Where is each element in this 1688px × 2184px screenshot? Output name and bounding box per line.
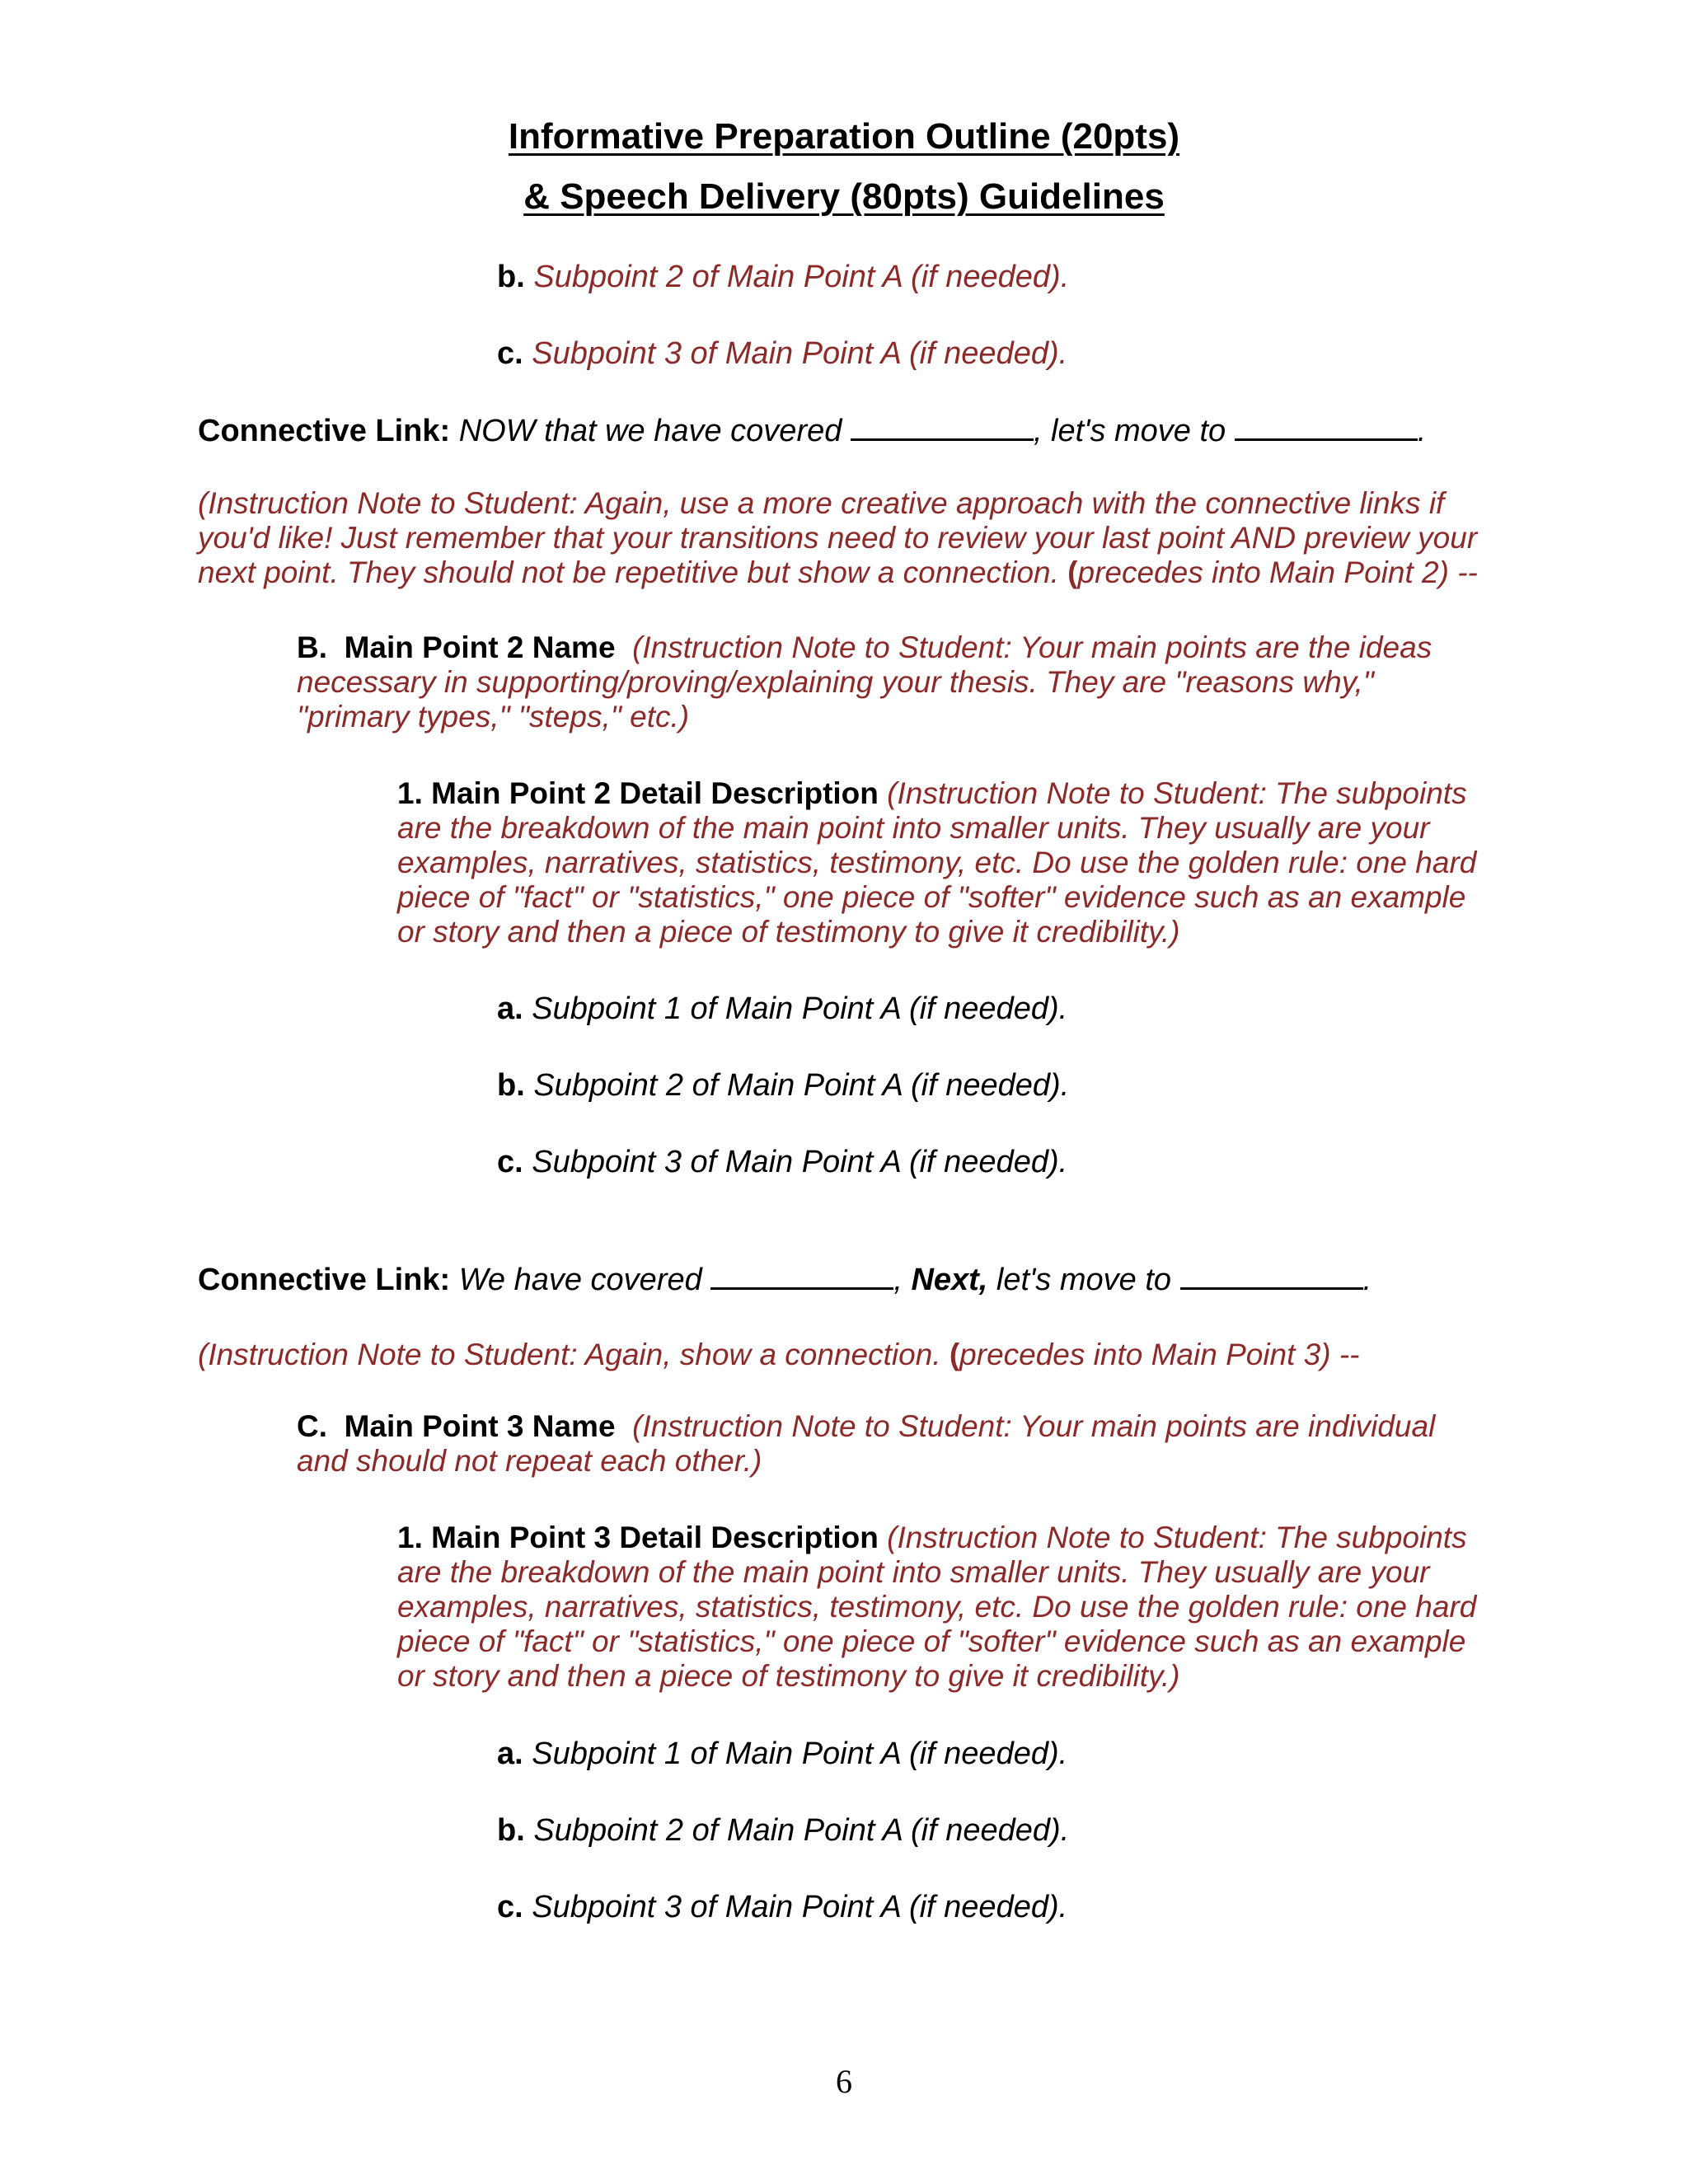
detail-note: (Instruction Note to Student: The subpoints are the breakdown of the main point into smaller units. They usually are your examples, narratives, statistics, testimony, etc. Do use the golden rule: one hard piece of "fact" or "statistics," one piece of "softer" evidence such as an example or story and then a piece of testimony to give it credibility.) [397,776,1477,949]
connective-link-comma: , [893,1263,903,1297]
main-point-letter: B. [297,630,327,664]
instruction-note-tail: precedes into Main Point 3) -- [959,1338,1360,1371]
detail-description-3 [397,1521,1477,1694]
main-point-note: (Instruction Note to Student: Your main points are individual and should not repeat each other.) [297,1409,1436,1478]
subpoint-text: Subpoint 3 of Main Point A (if needed). [532,336,1068,371]
fill-in-blank [1180,1261,1363,1290]
subpoint-2-c [497,1145,1067,1179]
connective-link-text: We have covered [458,1263,702,1297]
connective-link-label: Connective Link: [198,1263,451,1297]
main-point-letter: C. [297,1409,327,1443]
fill-in-blank [710,1261,893,1290]
detail-description-2 [397,776,1477,949]
connective-link-label: Connective Link: [198,414,451,448]
connective-link-period: . [1417,414,1427,448]
connective-link-text: , let's move to [1033,414,1226,448]
subpoint-letter: c. [497,1145,523,1179]
detail-heading: 1. Main Point 3 Detail Description [397,1521,879,1554]
page-subtitle: & Speech Delivery (80pts) Guidelines [523,176,1165,217]
subpoint-letter: b. [497,260,525,294]
instruction-note-text: (Instruction Note to Student: Again, show a connection. [198,1338,941,1371]
connective-link-text: let's move to [996,1263,1172,1297]
subpoint-letter: c. [497,1890,523,1924]
subpoint-a-b [497,260,1069,294]
subpoint-text: Subpoint 2 of Main Point A (if needed). [533,260,1070,294]
connective-link-2 [198,1261,1372,1297]
instruction-note-paren: ( [1067,555,1078,589]
main-point-name: Main Point 2 Name [344,630,616,664]
subpoint-letter: a. [497,991,523,1026]
subpoint-2-a [497,991,1067,1026]
connective-link-next: Next, [911,1263,988,1297]
page-number: 6 [836,2063,852,2100]
subpoint-text: Subpoint 3 of Main Point A (if needed). [532,1890,1068,1924]
instruction-note-text: (Instruction Note to Student: Again, use a more creative approach with the connective links if you'd like! Just remember that your transitions need to review your last point AND preview your next point. They should not be repetitive but show a connection. [198,486,1478,589]
main-point-name: Main Point 3 Name [344,1409,616,1443]
subpoint-text: Subpoint 2 of Main Point A (if needed). [533,1813,1070,1848]
connective-link-1 [198,412,1426,448]
main-point-note: (Instruction Note to Student: Your main points are the ideas necessary in supporting/proving/explaining your thesis. They are "reasons why," "primary types," "steps," etc.) [297,630,1432,733]
connective-link-period: . [1362,1263,1372,1297]
subpoint-text: Subpoint 1 of Main Point A (if needed). [532,1736,1068,1771]
subpoint-text: Subpoint 1 of Main Point A (if needed). [532,991,1068,1026]
subpoint-letter: b. [497,1068,525,1103]
subpoint-letter: c. [497,336,523,371]
subpoint-3-c [497,1890,1067,1924]
detail-note: (Instruction Note to Student: The subpoints are the breakdown of the main point into smaller units. They usually are your examples, narratives, statistics, testimony, etc. Do use the golden rule: one hard piece of "fact" or "statistics," one piece of "softer" evidence such as an example or story and then a piece of testimony to give it credibility.) [397,1521,1477,1693]
page-title: Informative Preparation Outline (20pts) [508,116,1180,157]
subpoint-letter: a. [497,1736,523,1771]
fill-in-blank [851,412,1034,441]
connective-link-text: NOW that we have covered [458,414,842,448]
subpoint-text: Subpoint 3 of Main Point A (if needed). [532,1145,1068,1179]
fill-in-blank [1235,412,1418,441]
subpoint-3-a [497,1736,1067,1771]
instruction-note-tail: precedes into Main Point 2) -- [1077,555,1478,589]
subpoint-a-c [497,336,1067,371]
main-point-b [297,630,1475,734]
subpoint-text: Subpoint 2 of Main Point A (if needed). [533,1068,1070,1103]
instruction-note-paren: ( [949,1338,960,1371]
instruction-note-2 [198,1338,1484,1372]
instruction-note-1 [198,486,1484,590]
subpoint-2-b [497,1068,1069,1103]
subpoint-3-b [497,1813,1069,1848]
detail-heading: 1. Main Point 2 Detail Description [397,776,879,810]
subpoint-letter: b. [497,1813,525,1848]
main-point-c [297,1409,1475,1479]
